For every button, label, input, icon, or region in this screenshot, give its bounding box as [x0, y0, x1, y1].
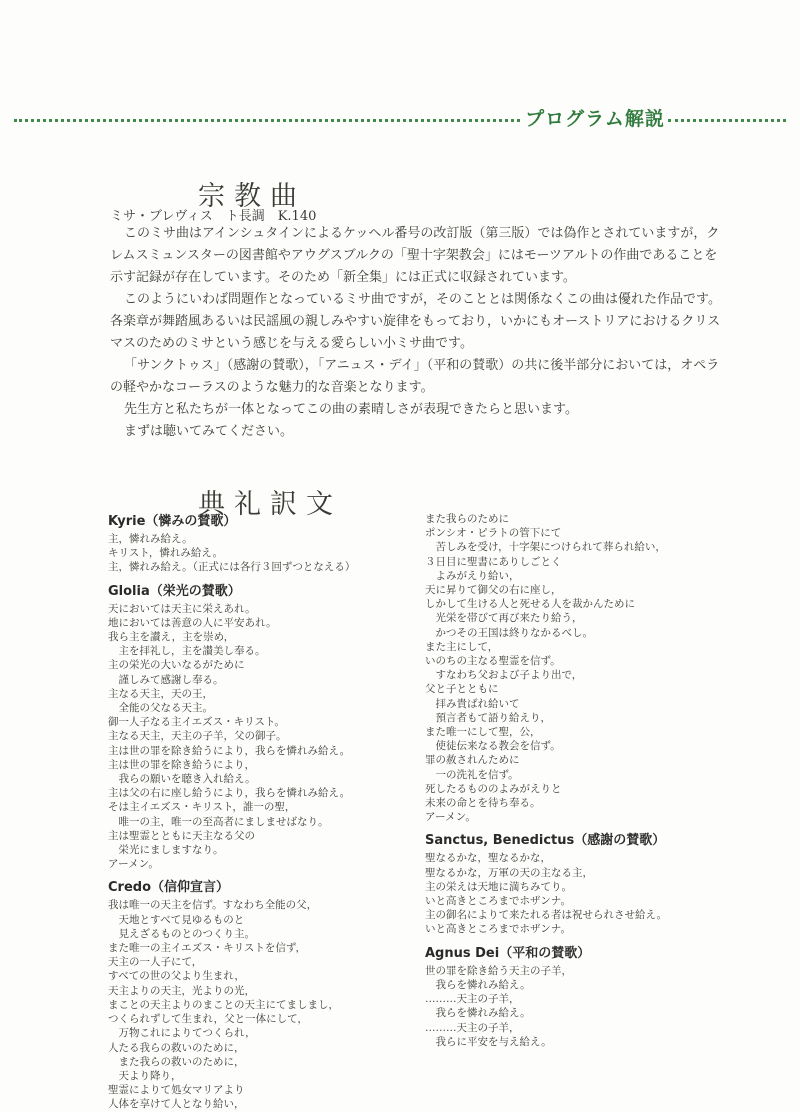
prayer-line: 罪の赦されんために [425, 754, 520, 767]
prayer-line: いと高きところまでホザンナ。 [425, 923, 572, 936]
prayer-line: 聖なるかな，万軍の天の主なる主， [425, 866, 593, 879]
prayer-line: 世の罪を除き給う天主の子羊， [425, 964, 572, 977]
prayer-line: しかして生ける人と死せる人を裁かんために [425, 598, 635, 611]
prayer-line: また我らのために [425, 513, 509, 525]
prayer-line: つくられずして生まれ，父と一体にして， [108, 1013, 308, 1026]
prayer-line: 主，憐れみ給え。（正式には各行３回ずつとなえる） [108, 561, 356, 574]
intro-paragraph: まずは聴いてみてください。 [124, 424, 294, 439]
prayer-line: よみがえり給い， [425, 569, 520, 582]
prayer-line: すなわち父および子より出で， [425, 669, 583, 682]
liturgy-column-right [425, 512, 755, 1049]
prayer-line: また我らの救いのために， [108, 1055, 245, 1068]
prayer-line: 父と子とともに [425, 683, 499, 696]
prayer-line: 主は父の右に座し給うにより，我らを憐れみ給え。 [108, 787, 351, 800]
prayer-line: ３日目に聖書にありしごとく [425, 555, 562, 568]
prayer-line: そは主イエズス・キリスト，誰一の聖， [108, 801, 296, 814]
prayer-line: 主の御名によりて来たれる者は祝せられさせ給え。 [425, 909, 668, 922]
prayer-line: キリスト，憐れみ給え。 [108, 547, 223, 560]
prayer-line: また唯一にして聖，公， [425, 726, 541, 739]
prayer-line: 我らを憐れみ給え。 [425, 1007, 531, 1020]
prayer-line: また主にして， [425, 640, 499, 653]
prayer-line: 人たる我らの救いのために， [108, 1041, 245, 1054]
prayer-heading: Kyrie（憐みの賛歌） [108, 514, 237, 529]
prayer-line: 万物これによりてつくられ， [108, 1027, 256, 1040]
prayer-heading: Agnus Dei（平和の賛歌） [425, 945, 591, 961]
prayer-line: 主の栄光の大いなるがために [108, 659, 245, 672]
prayer-line: アーメン。 [425, 811, 476, 824]
prayer-line: 見えざるものとのつくり主。 [108, 927, 255, 940]
prayer-line: ………天主の子羊， [425, 1021, 520, 1034]
header-rule-right [668, 119, 786, 122]
prayer-line: 預言者もて語り給えり， [425, 711, 551, 724]
prayer-line: 主なる天主，天の王， [108, 687, 213, 700]
prayer-line: 死したるもののよみがえりと [425, 782, 562, 795]
prayer-line: いのちの主なる聖霊を信ず。 [425, 655, 561, 668]
prayer-line: 聖なるかな，聖なるかな， [425, 852, 551, 865]
prayer-line: 我らを憐れみ給え。 [425, 978, 531, 991]
prayer-heading: Credo（信仰宣言） [108, 880, 230, 896]
section-title-liturgical-text: 典礼訳文 [198, 489, 342, 521]
prayer-line: また唯一の主イエズス・キリストを信ず， [108, 942, 307, 955]
intro-paragraph: このミサ曲はアインシュタインによるケッヘル番号の改訂版（第三版）では偽作とされていますが，クレムスミュンスターの図書館やアウグスブルクの「聖十字架教会」にはモーツアルトの作曲であることを示す記録が存在しています。そのため「新全集」には正式に収録されています。 [110, 226, 720, 285]
prayer-line: 一の洗礼を信ず。 [425, 768, 519, 781]
prayer-line: かつその王国は終りなかるべし。 [425, 626, 593, 639]
prayer-line: いと高きところまでホザンナ。 [425, 895, 572, 908]
prayer-line: 我ら主を讃え，主を崇め， [108, 631, 235, 644]
prayer-line: 謹しみて感謝し奉る。 [108, 673, 224, 686]
section-title-sacred-music: 宗教曲 [198, 181, 306, 213]
intro-paragraph: このようにいわば問題作となっているミサ曲ですが，そのこととは関係なくこの曲は優れた作品です。各楽章が舞踏風あるいは民謡風の親しみやすい旋律をもっており，いかにもオーストリアにおけるクリスマスのためのミサという感じを与える愛らしい小ミサ曲です。 [110, 292, 721, 351]
prayer-line: 主の栄えは天地に満ちみてり。 [425, 880, 572, 893]
intro-text [110, 223, 730, 443]
prayer-line: 我は唯一の天主を信ず。すなわち全能の父， [108, 899, 318, 912]
prayer-line: 天より降り， [108, 1069, 182, 1082]
liturgy-column-left [108, 512, 408, 1112]
prayer-line: 主は世の罪を除き給うにより， [108, 758, 255, 771]
prayer-line: 天地とすべて見ゆるものと [108, 913, 245, 926]
intro-paragraph: 「サンクトゥス」（感謝の賛歌），「アニュス・デイ」（平和の賛歌）の共に後半部分においては，オペラの軽やかなコーラスのような魅力的な音楽となります。 [110, 358, 720, 395]
prayer-line: 主を拝礼し，主を讃美し奉る。 [108, 645, 266, 658]
prayer-heading: Glolia（栄光の賛歌） [108, 583, 241, 599]
header-rule-left [14, 119, 520, 122]
prayer-line: アーメン。 [108, 858, 159, 871]
prayer-line: 苦しみを受け，十字架につけられて葬られ給い， [425, 541, 666, 554]
prayer-line: 栄光にましますなり。 [108, 844, 224, 857]
prayer-line: ………天主の子羊， [425, 993, 520, 1006]
prayer-line: 主，憐れみ給え。 [108, 533, 193, 545]
prayer-line: 主なる天主，天主の子羊，父の御子。 [108, 730, 287, 743]
prayer-line: 拝み貴ばれ給いて [425, 697, 520, 710]
prayer-heading: Sanctus, Benedictus（感謝の賛歌） [425, 833, 666, 849]
prayer-line: 全能の父なる天主。 [108, 702, 213, 715]
prayer-line: 主は世の罪を除き給うにより，我らを憐れみ給え。 [108, 744, 351, 757]
prayer-line: 聖霊によりて処女マリアより [108, 1084, 245, 1097]
prayer-line: 我らの願いを聴き入れ給え。 [108, 773, 256, 786]
prayer-line: 御一人子なる主イエズス・キリスト。 [108, 716, 285, 729]
prayer-line: 地においては善意の人に平安あれ。 [108, 616, 277, 629]
prayer-line: 天においては天主に栄えあれ。 [108, 602, 256, 615]
prayer-line: 人体を享けて人となり給い， [108, 1098, 245, 1111]
prayer-line: 使徒伝来なる教会を信ず。 [425, 740, 561, 753]
prayer-line: 天主の一人子にて， [108, 956, 203, 969]
prayer-line: 主は聖霊とともに天主なる父の [108, 829, 255, 842]
prayer-line: 唯一の主，唯一の至高者にましませばなり。 [108, 815, 329, 828]
prayer-line: 未来の命とを待ち奉る。 [425, 797, 541, 810]
prayer-line: すべての世の父より生まれ， [108, 970, 245, 983]
header-label: プログラム解説 [525, 108, 665, 130]
prayer-line: まことの天主よりのまことの天主にてましまし， [108, 998, 339, 1011]
prayer-line: 光栄を帯びて再び来たり給う， [425, 612, 583, 625]
prayer-line: ポンシオ・ピラトの管下にて [425, 527, 562, 540]
work-subtitle: ミサ・ブレヴィス ト長調 K.140 [110, 209, 317, 224]
prayer-line: 天に昇りて御父の右に座し， [425, 584, 562, 597]
intro-paragraph: 先生方と私たちが一体となってこの曲の素晴しさが表現できたらと思います。 [124, 402, 578, 417]
prayer-line: 我らに平安を与え給え。 [425, 1035, 552, 1048]
prayer-line: 天主よりの天主，光よりの光， [108, 984, 255, 997]
